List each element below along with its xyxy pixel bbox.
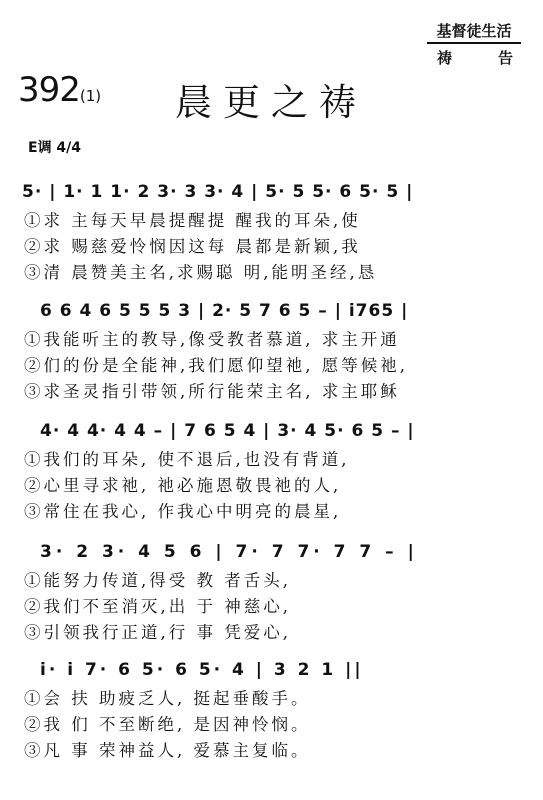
notation-line (22, 297, 522, 327)
music-system (22, 297, 522, 405)
hymn-number: 392(1) (18, 70, 102, 110)
lyric-line: ①我能听主的教导,像受教者慕道, 求主开通 (24, 330, 400, 349)
lyric-line: ①能努力传道,得受 教 者舌头, (24, 571, 291, 590)
lyric-line: ②求 赐慈爱怜悯因这每 晨都是新颖,我 (24, 237, 361, 256)
notation-text: 5· | 1· 1 1· 2 3· 3 3· 4 | 5· 5 5· 6 5· 5 | (22, 182, 414, 202)
notation-line (22, 178, 522, 208)
notation-text: 6 6 4 6 5 5 5 3 | 2· 5 7 6 5 – | i765 | (40, 301, 409, 321)
lyric-line: ③引领我行正道,行 事 凭爱心, (24, 623, 291, 642)
notation-line (22, 417, 522, 447)
category-title: 基督徒生活 (427, 20, 521, 44)
notation-text: 4· 4 4· 4 4 – | 7 6 5 4 | 3· 4 5· 6 5 – | (40, 421, 415, 441)
notation-text: 3· 2 3· 4 5 6 | 7· 7 7· 7 7 – | (40, 542, 418, 562)
category-subtitle (427, 44, 521, 68)
notation-line (22, 656, 522, 686)
notation-line (22, 538, 522, 568)
lyric-line: ②我们不至消灭,出 于 神慈心, (24, 597, 291, 616)
lyric-line: ③求圣灵指引带领,所行能荣主名, 求主耶稣 (24, 382, 400, 401)
lyric-line: ②们的份是全能神,我们愿仰望祂, 愿等候祂, (24, 356, 408, 375)
music-system (22, 656, 522, 764)
music-system (22, 538, 522, 646)
lyric-line: ③常住在我心, 作我心中明亮的晨星, (24, 502, 342, 521)
category-sub-char: 告 (497, 49, 513, 67)
lyric-line: ①求 主每天早晨提醒提 醒我的耳朵,使 (24, 211, 361, 230)
hymn-part: (1) (79, 87, 102, 105)
music-system (22, 178, 522, 286)
hymn-title: 晨更之祷 (175, 81, 367, 124)
notation-text: i· i 7· 6 5· 6 5· 4 | 3 2 1 || (40, 660, 364, 680)
lyric-line: ①我们的耳朵, 使不退后,也没有背道, (24, 450, 350, 469)
lyric-line: ③凡 事 荣神益人, 爱慕主复临。 (24, 741, 311, 760)
key-signature: E调 4/4 (28, 140, 82, 156)
lyric-line: ②心里寻求祂, 祂必施恩敬畏祂的人, (24, 476, 342, 495)
music-system (22, 417, 522, 525)
lyric-line: ③清 晨赞美主名,求赐聪 明,能明圣经,恳 (24, 263, 378, 282)
lyric-line: ①会 扶 助疲乏人, 挺起垂酸手。 (24, 689, 311, 708)
category-label (427, 20, 521, 68)
lyric-line: ②我 们 不至断绝, 是因神怜悯。 (24, 715, 311, 734)
category-sub-char: 祷 (437, 49, 453, 67)
